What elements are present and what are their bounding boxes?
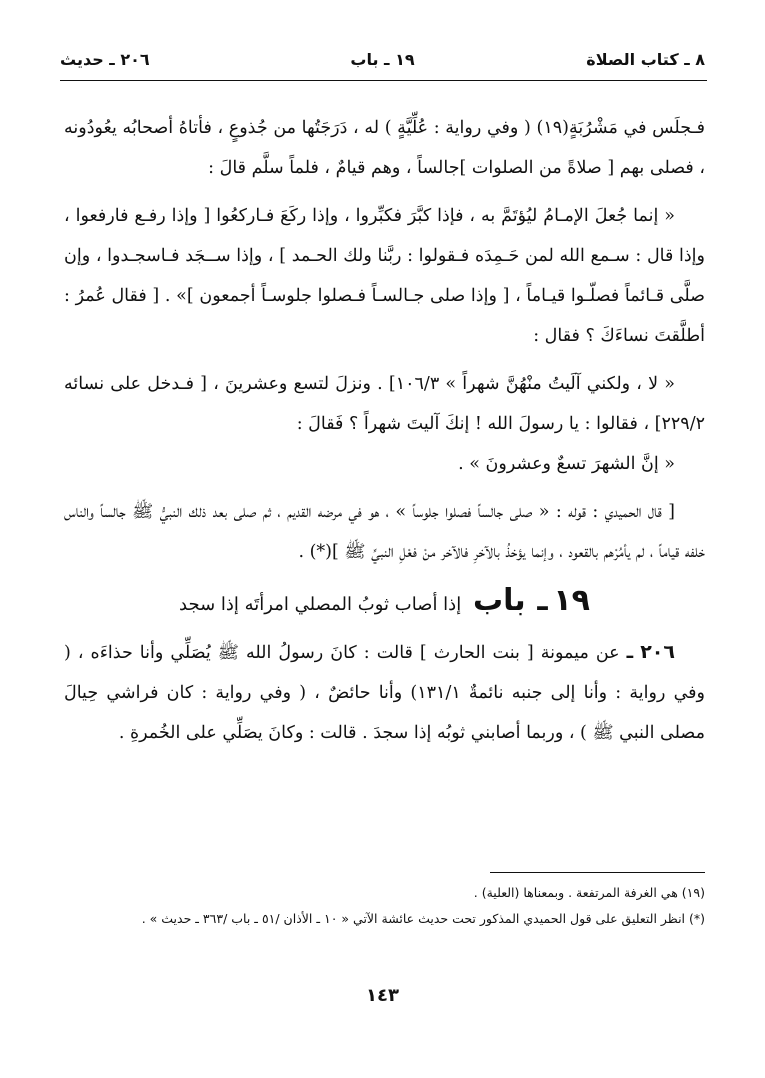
main-text <box>64 108 705 753</box>
paragraph-2: « إنما جُعلَ الإمـامُ ليُؤتَمَّ به ، فإذا كبَّرَ فكبِّروا ، وإذا ركَعَ فـاركعُوا [ وإذا رفـع فارفعوا ، وإذا قال : سـمع الله لمن حَـمِدَه فـقولوا : ربَّنا ولك الحـمد ] ، وإذا ســجَد فـاسجـدوا ، وإن صلَّى قـائماً فصلّـوا قيـاماً ، [ وإذا صلى جـالسـاً فـصلوا جلوسـاً أجمعون ]» . [ فقال عُمرُ : أطلَّقتَ نساءَكَ ؟ فقال : <box>64 206 705 346</box>
header-book-title: ٨ ـ كتاب الصلاة <box>586 50 705 69</box>
chapter-heading <box>64 580 705 626</box>
header-hadith-number: ٢٠٦ ـ حديث <box>60 50 150 69</box>
chapter-dash: ـ <box>537 583 548 618</box>
footnotes <box>64 880 705 932</box>
footnote-1: (١٩) هي الغرفة المرتفعة . وبمعناها (العلية) . <box>473 885 705 900</box>
hadith-dash: ـ <box>626 641 634 663</box>
paragraph-1: فـجلَس في مَشْرُبَةٍ(١٩) ( وفي رواية : عُلِّيَّةٍ ) له ، دَرَجَتُها من جُذوعٍ ، فأتاهُ أصحابُه يعُودُونه ، فصلى بهم [ صلاةً من الصلوات ]جالساً ، وهم قيامٌ ، فلماً سلَّم قالَ : <box>64 118 705 178</box>
footnote-divider <box>490 872 705 873</box>
paragraph-4: « إنَّ الشهرَ تسعٌ وعشرونَ » . <box>458 454 675 474</box>
running-header <box>60 50 705 76</box>
hadith-paragraph <box>64 632 705 753</box>
footnote-2: (*) انظر التعليق على قول الحميدي المذكور تحت حديث عائشة الآتي « ١٠ ـ الأذان /٥١ ـ باب /٣٦٣ ـ حديث » . <box>141 911 705 926</box>
paragraph-5: [ قال الحميدي : قوله : « صلى جالساً فصلوا جلوساً » ، هو في مرضه القديم ، ثم صلى بعد ذلك النبيُّ ﷺ جالساً والناس خلفه قياماً ، لم يأمُرْهم بالقعود ، وإنما يؤخذُ بالآخرِ فالآخر منْ فعْلِ النبيِّ ﷺ ](*) . <box>64 502 705 562</box>
chapter-number: ١٩ <box>553 583 590 618</box>
paragraph-3: « لا ، ولكني آلَيتُ منْهُنَّ شهراً » ١٠٦/٣] . ونزلَ لتسع وعشرينَ ، [ فـدخل على نسائه ٢٢٩/٢] ، فقالوا : يا رسولَ الله ! إنكَ آليتَ شهراً ؟ فَقالَ : <box>64 374 705 434</box>
chapter-title: إذا أصاب ثوبُ المصلي امرأتَه إذا سجد <box>179 594 462 615</box>
hadith-text: عن ميمونة [ بنت الحارث ] قالت : كانَ رسولُ الله ﷺ يُصَلِّي وأنا حذاءَه ، ( وفي رواية : وأنا إلى جنبه نائمةٌ ١٣١/١) وأنا حائضٌ ، ( وفي رواية : كان فراشي حِيالَ مصلى النبي ﷺ ) ، وربما أصابني ثوبُه إذا سجدَ . قالت : وكانَ يصَلِّي على الخُمرةِ . <box>64 643 705 743</box>
chapter-word: باب <box>472 583 526 618</box>
header-divider <box>60 80 707 81</box>
header-chapter: ١٩ ـ باب <box>350 50 415 69</box>
hadith-number: ٢٠٦ <box>640 641 675 663</box>
page-number: ١٤٣ <box>366 985 399 1006</box>
